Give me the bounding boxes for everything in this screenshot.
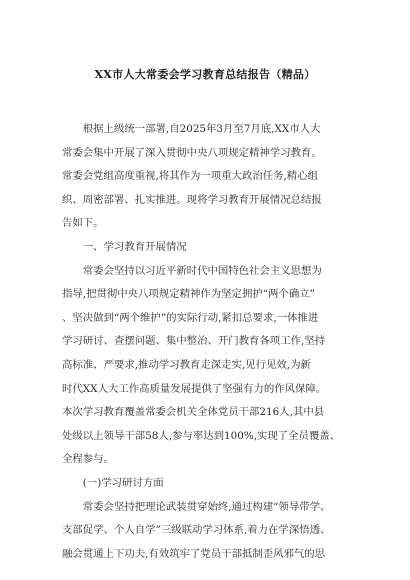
body-line: 学习研讨、查摆问题、集中整治、开门教育各项工作,坚持 xyxy=(62,335,326,348)
body-line: 根据上级统一部署,自2025年3月至7月底,XX市人大 xyxy=(62,123,321,135)
document-title: XX市人大常委会学习教育总结报告（精品） xyxy=(94,68,316,81)
body-line: 常委会集中开展了深入贯彻中央八项规定精神学习教育。 xyxy=(62,146,322,159)
body-line: 时代XX人大工作高质量发展提供了坚强有力的作风保障。 xyxy=(62,382,327,395)
body-line: 支部促学、个人自学”三级联动学习体系,着力在学深悟透、 xyxy=(62,524,331,537)
document-body xyxy=(62,118,354,566)
body-line: 本次学习教育覆盖常委会机关全体党员干部216人,其中县 xyxy=(62,406,325,419)
body-line: 处级以上领导干部58人,参与率达到100%,实现了全员覆盖、 xyxy=(62,429,341,442)
body-line: 常委会党组高度重视,将其作为一项重大政治任务,精心组 xyxy=(62,170,318,183)
body-line: 高标准、严要求,推动学习教育走深走实,见行见效,为新 xyxy=(62,358,311,371)
subsection-heading: (一)学习研讨方面 xyxy=(62,476,164,489)
body-line: 常委会坚持把理论武装贯穿始终,通过构建“领导带学、 xyxy=(62,500,331,513)
body-line: 、坚决做到“两个维护”的实际行动,紧扣总要求,一体推进 xyxy=(62,311,319,324)
section-heading: 一、学习教育开展情况 xyxy=(62,240,187,253)
body-line: 常委会坚持以习近平新时代中国特色社会主义思想为 xyxy=(62,264,322,277)
body-line: 指导,把贯彻中央八项规定精神作为坚定拥护“两个确立” xyxy=(62,288,315,301)
body-line: 告如下。 xyxy=(62,217,104,230)
body-line: 融会贯通上下功夫,有效筑牢了党员干部抵制歪风邪气的思 xyxy=(62,547,326,560)
body-line: 织、周密部署、扎实推进。现将学习教育开展情况总结报 xyxy=(62,193,322,206)
body-line: 全程参与。 xyxy=(62,453,114,466)
